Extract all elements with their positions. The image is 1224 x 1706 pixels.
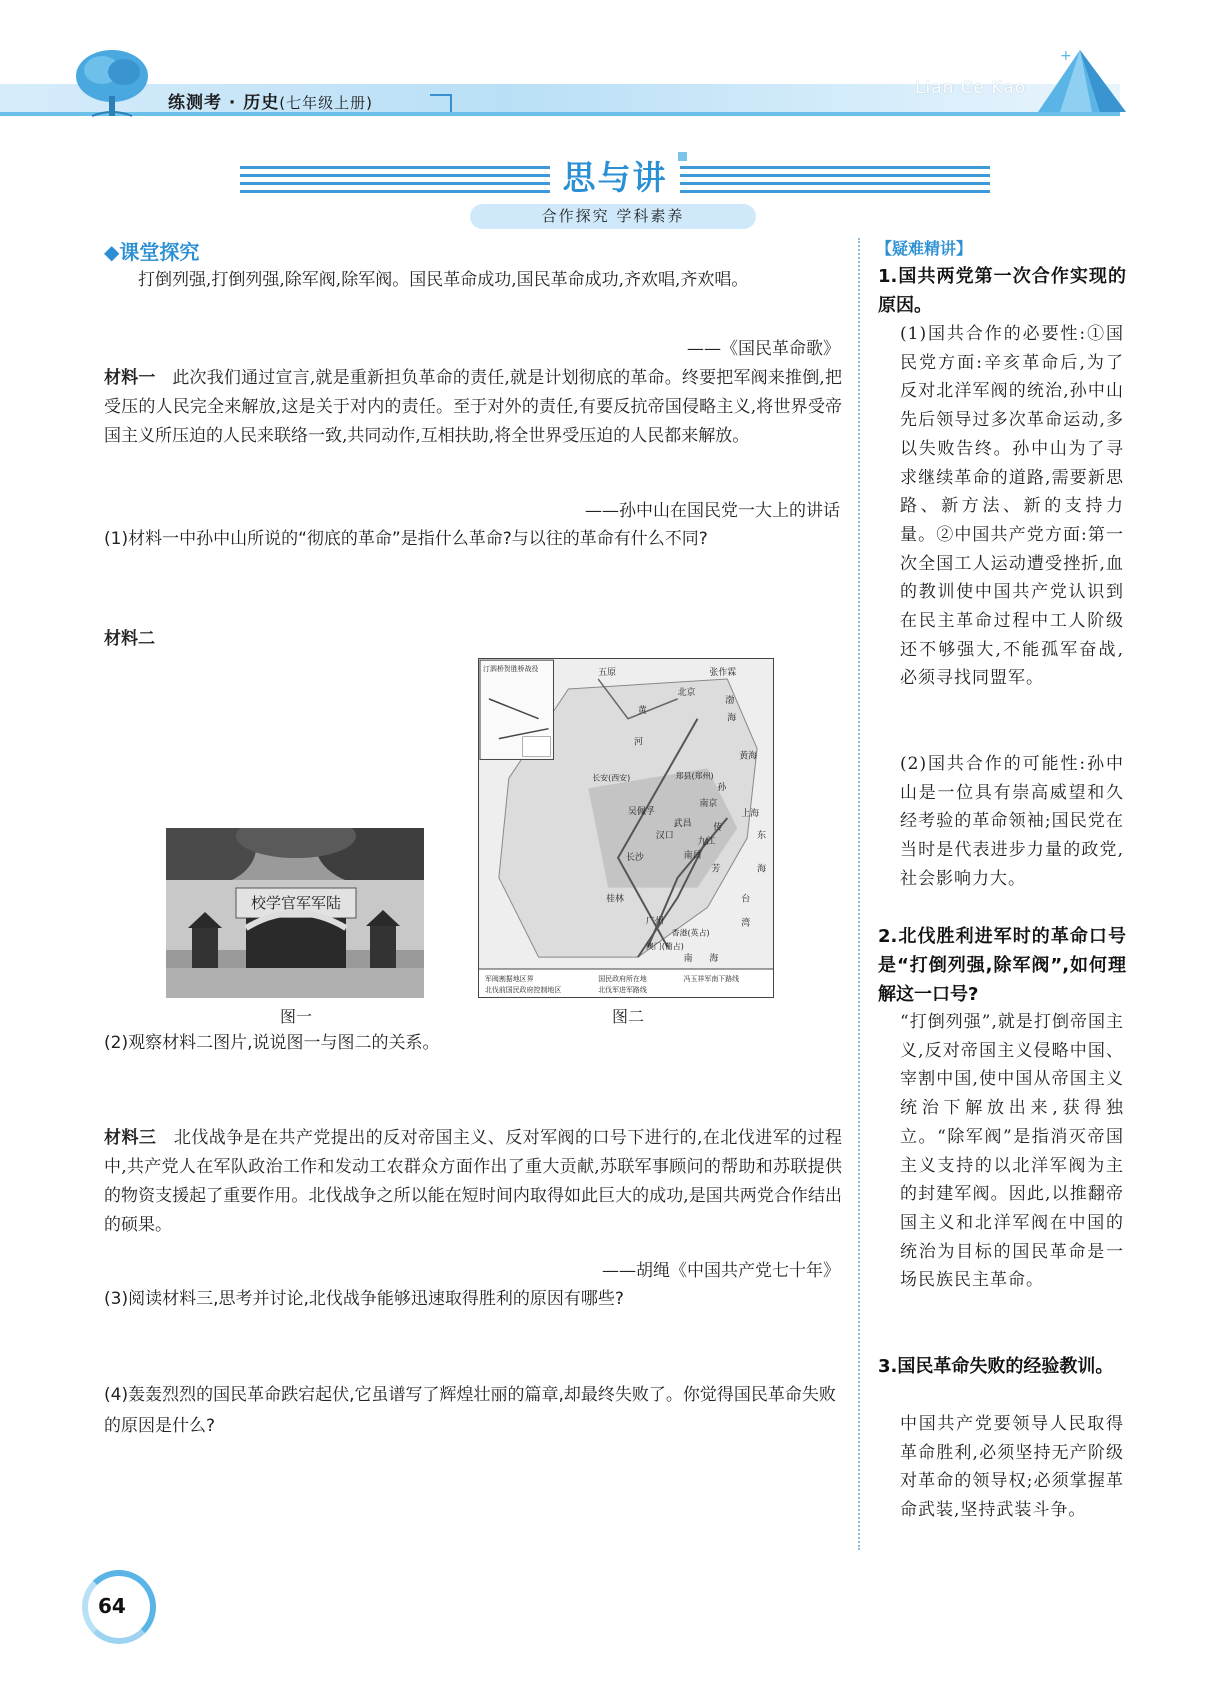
- material-three-text: 北伐战争是在共产党提出的反对帝国主义、反对军阀的口号下进行的,在北伐进军的过程中,共产党人在军队政治工作和发动工农群众方面作出了重大贡献,苏联军事顾问的帮助和苏联提供的物资支援起了重要作用。北伐战争之所以能在短时间内取得如此巨大的成功,是国共两党合作结出的硕果。: [104, 1128, 843, 1235]
- sidebar-point-3-body: 中国共产党要领导人民取得革命胜利,必须坚持无产阶级对革命的领导权;必须掌握革命武装,坚持武装斗争。: [900, 1414, 1124, 1521]
- legend-expedition-route: 北伐军进军路线: [598, 985, 647, 994]
- map-label-bo: 渤: [725, 695, 735, 706]
- legend-feng-route: 冯玉祥军南下路线: [683, 974, 740, 983]
- sidebar-point-3-title: 3.国民革命失败的经验教训。: [878, 1356, 1114, 1377]
- book-title: [168, 88, 373, 113]
- map-label-hankou: 汉口: [655, 830, 674, 841]
- map-label-hai1: 海: [727, 713, 737, 724]
- book-title-main: 练测考 · 历史: [168, 93, 280, 113]
- map-label-guilin: 桂林: [606, 894, 624, 905]
- material-one-source: ——孙中山在国民党一大上的讲话: [585, 501, 840, 521]
- page-number: 64: [98, 1594, 126, 1618]
- svg-text:+: +: [1060, 48, 1072, 64]
- map-label-guangzhou: 广州: [645, 916, 664, 927]
- material-one: [104, 364, 842, 451]
- map-label-he: 河: [633, 737, 643, 748]
- material-three-label: 材料三: [104, 1128, 157, 1148]
- song-source: ——《国民革命歌》: [687, 339, 840, 359]
- map-label-wupeifu: 吴佩孚: [627, 807, 655, 818]
- map-label-beijing: 北京: [677, 687, 696, 698]
- sidebar-point-1-body: (1)国共合作的必要性:①国民党方面:辛亥革命后,为了反对北洋军阀的统治,孙中山先后领导过多次革命运动,多以失败告终。孙中山为了寻求继续革命的道路,需要新思路、新方法、新的支持力量。②中国共产党方面:第一次全国工人运动遭受挫折,血的教训使中国共产党认识到在民主革命过程中工人阶级还不够强大,不能孤军奋战,必须寻找同盟军。: [900, 324, 1124, 689]
- map-label-hai2: 海: [757, 864, 767, 875]
- question-4: (4)轰轰烈烈的国民革命跌宕起伏,它虽谱写了辉煌壮丽的篇章,却最终失败了。你觉得国民革命失败的原因是什么?: [104, 1385, 836, 1436]
- section-banner-subtitle: 合作探究 学科素养: [470, 204, 756, 229]
- banner-lines-right: [680, 166, 990, 196]
- sidebar-point-2-title: 2.北伐胜利进军时的革命口号是“打倒列强,除军阀”,如何理解这一口号?: [878, 926, 1126, 1005]
- banner-square-decoration: [678, 152, 687, 161]
- legend-government-seat: 国民政府所在地: [598, 974, 647, 983]
- sidebar-point-1-title: 1.国共两党第一次合作实现的原因。: [878, 266, 1126, 316]
- banner-lines-left: [240, 166, 550, 196]
- map-label-nan: 南: [683, 954, 693, 965]
- map-label-hai3: 海: [709, 954, 719, 965]
- figure-two-caption: 图二: [612, 1007, 645, 1026]
- question-2: (2)观察材料二图片,说说图一与图二的关系。: [104, 1033, 440, 1053]
- sidebar-point-1-body-2: (2)国共合作的可能性:孙中山是一位具有崇高威望和久经考验的革命领袖;国民党在当时是代表进步力量的政党,社会影响力大。: [900, 754, 1124, 889]
- map-label-huanghai: 黄海: [739, 751, 758, 762]
- tent-logo-icon: [1030, 44, 1130, 116]
- map-label-huang: 黄: [637, 705, 647, 716]
- section-banner-title: 思与讲: [550, 156, 680, 200]
- map-label-wuyuan: 五原: [598, 668, 617, 679]
- map-inset-title: 汀泗桥贺胜桥战役: [482, 665, 539, 674]
- brand-text: Lian Ce Kao: [915, 78, 1027, 98]
- gate-sign-text: 校学官军军陆: [250, 894, 342, 912]
- tree-logo-icon: [72, 46, 152, 118]
- book-title-grade: (七年级上册): [279, 94, 374, 112]
- map-label-nanjing: 南京: [699, 799, 718, 810]
- map-label-wan: 湾: [741, 918, 751, 929]
- map-label-hongkong: 香港(英占): [671, 928, 710, 938]
- map-label-wuchang: 武昌: [673, 819, 692, 830]
- legend-warlord-boundary: 军阀割据地区界: [484, 974, 534, 983]
- map-label-shanghai: 上海: [741, 809, 760, 820]
- map-label-jiujiang: 九江: [697, 836, 716, 847]
- question-3: (3)阅读材料三,思考并讨论,北伐战争能够迅速取得胜利的原因有哪些?: [104, 1289, 624, 1309]
- song-lyrics: 打倒列强,打倒列强,除军阀,除军阀。国民革命成功,国民革命成功,齐欢唱,齐欢唱。: [138, 270, 749, 290]
- map-label-changan: 长安(西安): [592, 773, 631, 783]
- map-label-nanchang: 南昌: [683, 850, 702, 861]
- legend-nationalist-area: 北伐前国民政府控制地区: [484, 985, 562, 994]
- northern-expedition-map: [478, 658, 774, 998]
- material-one-label: 材料一: [104, 368, 156, 388]
- material-one-text: 此次我们通过宣言,就是重新担负革命的责任,就是计划彻底的革命。终要把军阀来推倒,把受压的人民完全来解放,这是关于对内的责任。至于对外的责任,有要反抗帝国侵略主义,将世界受帝国主义所压迫的人民来联络一致,共同动作,互相扶助,将全世界受压迫的人民都来解放。: [104, 368, 842, 446]
- map-label-dong: 东: [757, 830, 767, 841]
- map-label-macau: 澳门(葡占): [645, 942, 684, 952]
- material-three: [104, 1124, 842, 1240]
- figure-one-caption: 图一: [280, 1007, 313, 1026]
- question-1: (1)材料一中孙中山所说的“彻底的革命”是指什么革命?与以往的革命有什么不同?: [104, 529, 708, 549]
- map-label-sun: 孙: [717, 783, 727, 794]
- map-label-tai: 台: [741, 894, 751, 905]
- military-academy-gate-photo: [166, 828, 424, 998]
- sidebar-point-2-body: “打倒列强”,就是打倒帝国主义,反对帝国主义侵略中国、宰割中国,使中国从帝国主义统治下解放出来,获得独立。“除军阀”是指消灭帝国主义支持的以北洋军阀为主的封建军阀。因此,以推翻帝国主义和北洋军阀在中国的统治为目标的国民革命是一场民族民主革命。: [900, 1012, 1124, 1291]
- map-label-zhengxian: 郑县(郑州): [675, 771, 714, 781]
- map-label-zhangzuolin: 张作霖: [709, 668, 737, 679]
- sidebar-divider: [858, 238, 860, 1550]
- map-label-chuan: 传: [713, 822, 723, 833]
- map-label-changsha: 长沙: [626, 852, 644, 863]
- header-bracket-decoration: [430, 94, 452, 112]
- map-label-fang: 芳: [711, 864, 721, 875]
- material-two-label: 材料二: [104, 629, 155, 649]
- material-three-source: ——胡绳《中国共产党七十年》: [602, 1261, 840, 1281]
- sidebar-heading: 【疑难精讲】: [876, 239, 973, 258]
- classroom-explore-heading: ◆课堂探究: [104, 240, 200, 264]
